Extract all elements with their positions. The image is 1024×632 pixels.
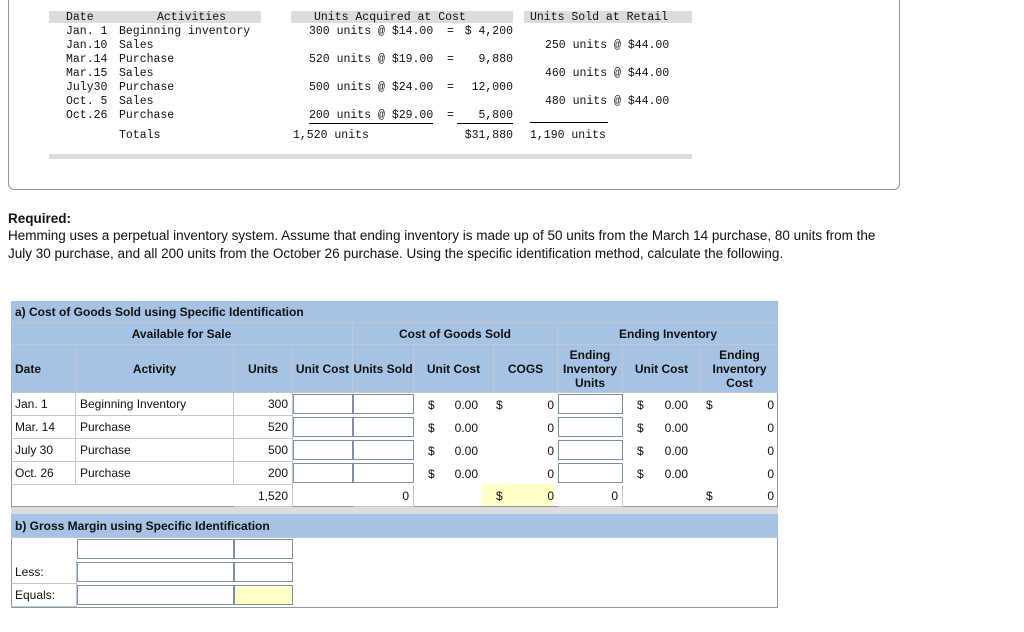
gross-margin-title: b) Gross Margin using Specific Identification [11,514,778,538]
ending-units-input[interactable] [558,417,623,437]
txn-date: Oct. 5 [66,95,108,108]
total-ending-cost: 0 [767,489,774,503]
txn-acquired: 300 units @ $14.00 [309,25,434,38]
col-date: Date [11,345,76,393]
row-units: 200 [234,462,293,485]
txn-date: Jan.10 [66,39,108,52]
ending-cost-value: 0 [767,467,774,481]
txn-eq: = [447,81,454,94]
txn-date: Mar.15 [66,67,108,80]
col-activity: Activity [76,345,234,393]
currency-symbol: $ [496,489,503,503]
txn-activity: Purchase [119,81,175,94]
txn-date: July30 [66,81,108,94]
row-activity: Beginning Inventory [76,393,234,416]
currency-symbol: $ [496,398,503,412]
ending-units-input[interactable] [558,394,623,414]
currency-symbol: $ [637,444,644,458]
row-activity: Purchase [76,462,234,485]
currency-symbol: $ [706,489,713,503]
txn-total: 12,000 [471,81,513,94]
gross-margin-label-input-3[interactable] [77,585,234,605]
col-units: Units [234,345,293,393]
group-cost-of-goods-sold: Cost of Goods Sold [353,323,558,345]
row-units: 300 [234,393,293,416]
txn-acquired: 500 units @ $24.00 [309,81,434,94]
totals-label: Totals [119,129,161,142]
txn-date: Mar.14 [66,53,108,66]
units-sold-input[interactable] [353,463,414,483]
totals-units-sold: 1,190 units [530,129,606,142]
units-sold-input[interactable] [353,417,414,437]
total-units-sold: 0 [353,485,414,507]
row-units: 520 [234,416,293,439]
panel-footer-bar [49,154,692,159]
equals-label: Equals: [11,584,77,607]
totals-cost: $31,880 [464,129,513,142]
gross-margin-value-input-2[interactable] [234,562,293,582]
currency-symbol: $ [637,398,644,412]
col-ending-cost: Ending Inventory Cost [701,345,778,393]
group-available-for-sale: Available for Sale [11,323,353,345]
sold-underline [530,122,608,123]
cogs-unit-cost-value: 0.00 [454,467,478,481]
units-sold-input[interactable] [353,440,414,460]
ending-unit-cost-value: 0.00 [664,467,688,481]
transactions-panel [8,0,900,190]
group-ending-inventory: Ending Inventory [558,323,778,345]
total-ending-units: 0 [558,485,623,507]
cogs-value: 0 [547,421,554,435]
ending-units-input[interactable] [558,440,623,460]
row-activity: Purchase [76,416,234,439]
row-date: Jan. 1 [11,393,76,416]
txn-activity: Purchase [119,109,175,122]
row-date: Oct. 26 [11,462,76,485]
txn-eq: = [447,109,454,122]
cogs-value: 0 [547,444,554,458]
row-date: Mar. 14 [11,416,76,439]
ending-unit-cost-value: 0.00 [664,444,688,458]
txn-sold: 480 units @ $44.00 [545,95,670,108]
ending-cost-value: 0 [767,421,774,435]
col-header-acquired: Units Acquired at Cost [314,11,466,24]
total-units: 1,520 [234,485,293,507]
unit-cost-input[interactable] [293,463,353,483]
txn-total: $ 4,200 [464,25,513,38]
col-header-sold: Units Sold at Retail [530,11,669,24]
ending-cost-value: 0 [767,398,774,412]
currency-symbol: $ [706,398,713,412]
ending-unit-cost-value: 0.00 [664,421,688,435]
txn-date: Jan. 1 [66,25,108,38]
row-units: 500 [234,439,293,462]
units-sold-input[interactable] [353,394,414,414]
txn-eq: = [447,25,454,38]
col-header-date: Date [66,11,94,24]
totals-units-acquired: 1,520 units [293,129,369,142]
total-cogs: 0 [547,489,554,503]
unit-cost-input[interactable] [293,440,353,460]
col-ending-units: Ending Inventory Units [558,345,623,393]
currency-symbol: $ [428,467,435,481]
col-units-sold: Units Sold [353,345,414,393]
txn-total: 9,880 [478,53,513,66]
txn-activity: Purchase [119,53,175,66]
txn-eq: = [447,53,454,66]
currency-symbol: $ [428,444,435,458]
txn-activity: Sales [119,95,154,108]
col-cogs-unit-cost: Unit Cost [414,345,494,393]
txn-activity: Sales [119,67,154,80]
col-cogs: COGS [494,345,558,393]
currency-symbol: $ [637,421,644,435]
txn-acquired: 520 units @ $19.00 [309,53,434,66]
row-date: July 30 [11,439,76,462]
txn-sold: 250 units @ $44.00 [545,39,670,52]
col-ending-unit-cost: Unit Cost [623,345,701,393]
cogs-value: 0 [547,398,554,412]
ending-units-input[interactable] [558,463,623,483]
txn-total: 5,800 [457,109,513,124]
unit-cost-input[interactable] [293,417,353,437]
gross-margin-value-input-1[interactable] [234,539,293,559]
currency-symbol: $ [428,421,435,435]
gross-margin-label-input-1[interactable] [77,539,234,559]
row-activity: Purchase [76,439,234,462]
txn-sold: 460 units @ $44.00 [545,67,670,80]
less-label: Less: [11,561,77,584]
txn-activity: Beginning inventory [119,25,251,38]
currency-symbol: $ [428,398,435,412]
required-text: Hemming uses a perpetual inventory system. Assume that ending inventory is made up of 50 units from the March 14 purchase, 80 units from the July 30 purchase, and all 200 units from the October 26 purchase. Using the specific identification method, calculate the following. [8,228,876,261]
col-unit-cost: Unit Cost [293,345,353,393]
cogs-unit-cost-value: 0.00 [454,444,478,458]
txn-date: Oct.26 [66,109,108,122]
cogs-unit-cost-value: 0.00 [454,421,478,435]
currency-symbol: $ [637,467,644,481]
gross-margin-label-input-2[interactable] [77,562,234,582]
txn-activity: Sales [119,39,154,52]
ending-unit-cost-value: 0.00 [664,398,688,412]
col-header-activities: Activities [157,11,227,24]
cogs-table-title: a) Cost of Goods Sold using Specific Identification [11,301,778,323]
cogs-unit-cost-value: 0.00 [454,398,478,412]
unit-cost-input[interactable] [293,394,353,414]
ending-cost-value: 0 [767,444,774,458]
cogs-value: 0 [547,467,554,481]
required-title: Required: [8,211,72,226]
table-separator [11,507,778,514]
txn-acquired: 200 units @ $29.00 [309,109,434,122]
gross-margin-result-input[interactable] [234,585,293,605]
